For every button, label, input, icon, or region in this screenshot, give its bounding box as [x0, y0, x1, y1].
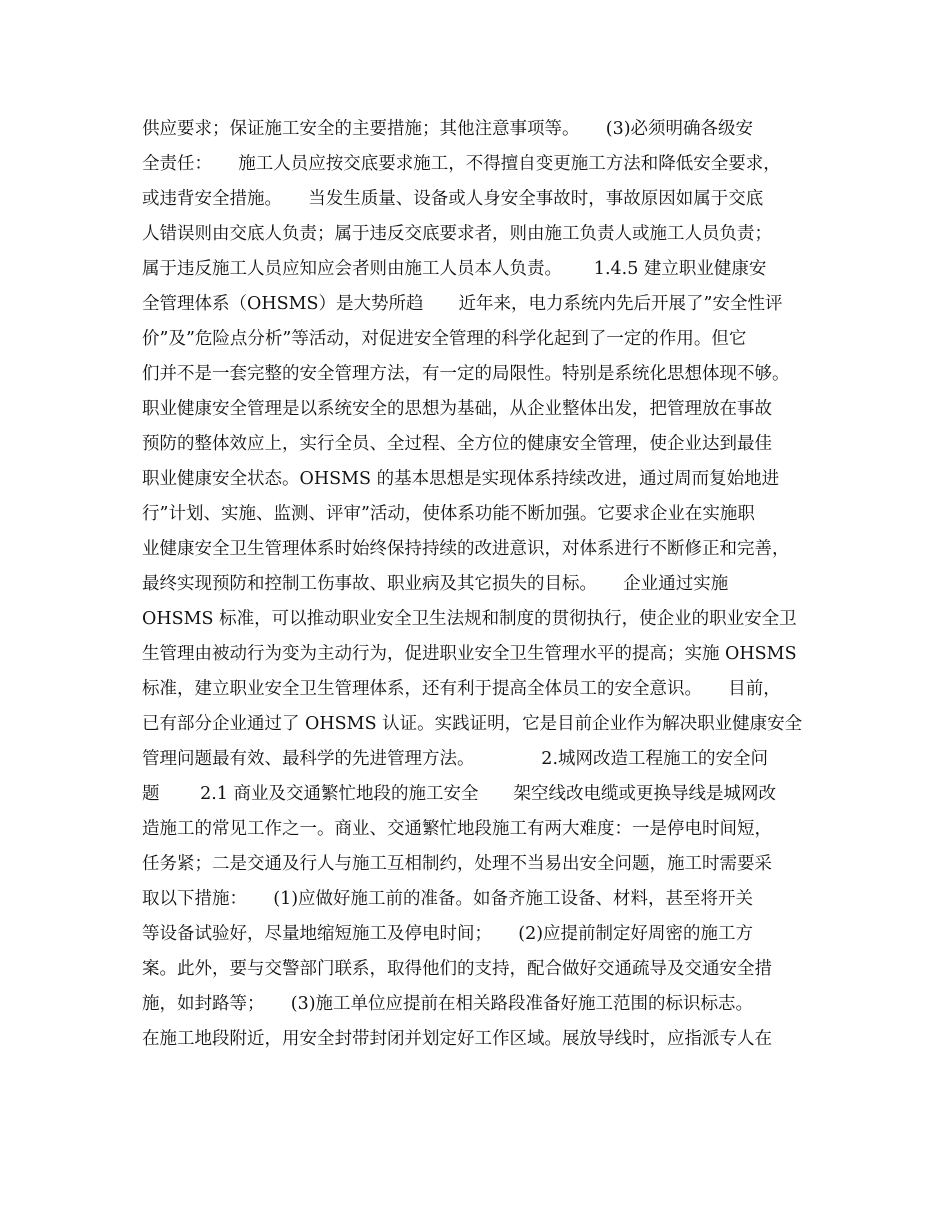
text-line-7: 价”及”危险点分析”等活动，对促进安全管理的科学化起到了一定的作用。但它 — [142, 329, 747, 349]
text-line-4: 人错误则由交底人负责；属于违反交底要求者，则由施工负责人或施工人员负责； — [142, 224, 772, 244]
text-line-16: 生管理由被动行为变为主动行为，促进职业安全卫生管理水平的提高；实施 OHSMS — [142, 644, 797, 664]
text-line-22: 任务紧；二是交通及行人与施工互相制约，处理不当易出安全问题，施工时需要采 — [142, 854, 772, 874]
text-line-11: 职业健康安全状态。OHSMS 的基本思想是实现体系持续改进，通过周而复始地进 — [142, 469, 780, 489]
text-line-1: 供应要求；保证施工安全的主要措施；其他注意事项等。 (3)必须明确各级安 — [142, 119, 754, 139]
text-line-15: OHSMS 标准，可以推动职业安全卫生法规和制度的贯彻执行，使企业的职业安全卫 — [142, 609, 797, 629]
text-line-27: 在施工地段附近，用安全封带封闭并划定好工作区域。展放导线时，应指派专人在 — [142, 1029, 772, 1049]
text-line-8: 们并不是一套完整的安全管理方法，有一定的局限性。特别是系统化思想体现不够。 — [142, 364, 790, 384]
text-line-2: 全责任： 施工人员应按交底要求施工，不得擅自变更施工方法和降低安全要求， — [142, 154, 781, 174]
text-line-24: 等设备试验好，尽量地缩短施工及停电时间； (2)应提前制定好周密的施工方 — [142, 924, 754, 944]
text-line-18: 已有部分企业通过了 OHSMS 认证。实践证明，它是目前企业作为解决职业健康安全 — [142, 714, 803, 734]
text-line-13: 业健康安全卫生管理体系时始终保持持续的改进意识，对体系进行不断修正和完善， — [142, 539, 790, 559]
text-line-5: 属于违反施工人员应知应会者则由施工人员本人负责。 1.4.5 建立职业健康安 — [142, 259, 767, 279]
text-line-3: 或违背安全措施。 当发生质量、设备或人身安全事故时，事故原因如属于交底 — [142, 189, 764, 209]
text-line-26: 施，如封路等； (3)施工单位应提前在相关路段准备好施工范围的标识标志。 — [142, 994, 754, 1014]
text-line-9: 职业健康安全管理是以系统安全的思想为基础，从企业整体出发，把管理放在事故 — [142, 399, 772, 419]
text-line-10: 预防的整体效应上，实行全员、全过程、全方位的健康安全管理，使企业达到最佳 — [142, 434, 772, 454]
text-line-12: 行”计划、实施、监测、评审”活动，使体系功能不断加强。它要求企业在实施职 — [142, 504, 755, 524]
text-line-6: 全管理体系（OHSMS）是大势所趋 近年来，电力系统内先后开展了”安全性评 — [142, 294, 783, 314]
text-line-19: 管理问题最有效、最科学的先进管理方法。 2.城网改造工程施工的安全问 — [142, 749, 769, 769]
body-text — [142, 112, 822, 1057]
text-line-23: 取以下措施： (1)应做好施工前的准备。如备齐施工设备、材料，甚至将开关 — [142, 889, 754, 909]
text-line-21: 造施工的常见工作之一。商业、交通繁忙地段施工有两大难度：一是停电时间短， — [142, 819, 772, 839]
text-line-17: 标准，建立职业安全卫生管理体系，还有利于提高全体员工的安全意识。 目前， — [142, 679, 781, 699]
text-line-20: 题 2.1 商业及交通繁忙地段的施工安全 架空线改电缆或更换导线是城网改 — [142, 784, 776, 804]
text-line-14: 最终实现预防和控制工伤事故、职业病及其它损失的目标。 企业通过实施 — [142, 574, 729, 594]
text-line-25: 案。此外，要与交警部门联系，取得他们的支持，配合做好交通疏导及交通安全措 — [142, 959, 772, 979]
